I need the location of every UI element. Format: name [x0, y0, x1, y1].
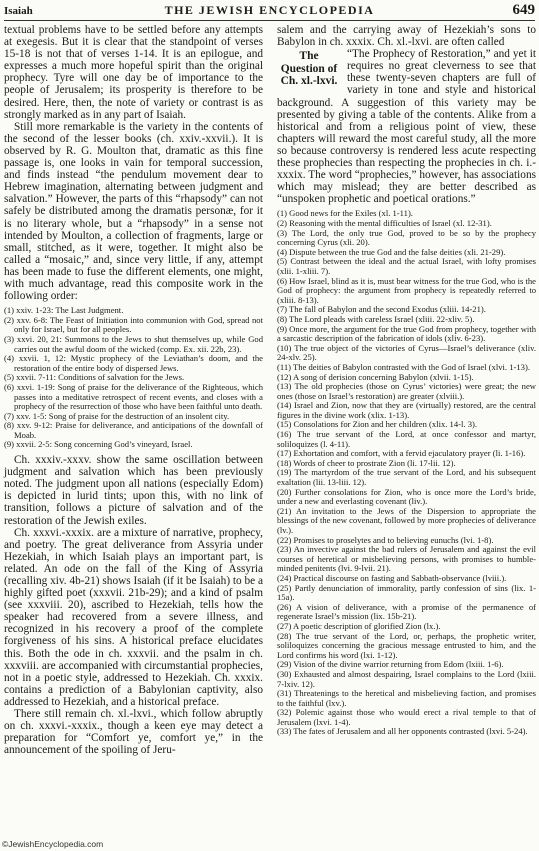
list-item: (4) Dispute between the true God and the false deities (xli. 21-29).: [277, 246, 506, 257]
chapter-order-list: [4, 306, 263, 450]
list-item: (2) xxv. 6-8: The Feast of Initiation into communion with God, spread not only for Israel, but for all peoples.: [4, 314, 263, 335]
list-item: (10) The true object of the victories of Cyrus—Israel’s deliverance (xliv. 24-xlv. 25).: [277, 342, 536, 363]
list-item: (16) The true servant of the Lord, at once confessor and martyr, soliloquizes (l. 4-11).: [277, 429, 536, 449]
list-item: (5) xxvii. 7-11: Conditions of salvation for the Jews.: [4, 372, 185, 383]
list-item: (4) xxvii. 1, 12: Mystic prophecy of the Leviathan’s doom, and the restoration of the entire body of dispersed Jews.: [4, 353, 263, 373]
list-item: (18) Words of cheer to prostrate Zion (li. 17-lii. 12).: [277, 457, 456, 468]
header-article-title: Isaiah: [4, 4, 33, 17]
list-item: (14) Israel and Zion, now that they are (virtually) restored, are the central figures in the divine work (xlix. 1-13).: [277, 400, 536, 420]
paragraph: “The Prophecy of Restoration,” and yet it requires no great cleverness to see that these twenty-seven chapters are full of variety in tone and style and historical background. A suggestion of this variety may be presented by giving a table of the contents. Alike from a historical and from a religious point of view, these chapters will reward the most careful study, all the more so because controversy is rendered less acute respecting these prophecies than respecting the prophecies in ch. i.-xxxix. The word “prophecies,” however, has associations which may mislead; they are better described as “unspoken prophetic and poetical orations.”: [277, 48, 536, 206]
list-item: (19) The martyrdom of the true servant of the Lord, and his subsequent exaltation (lii. 13-liii. 12).: [277, 467, 536, 488]
list-item: (25) Partly denunciation of immorality, partly confession of sins (lix. 1-15a).: [277, 582, 536, 603]
list-item: (32) Polemic against those who would erect a rival temple to that of Jerusalem (lxvi. 1-4).: [277, 707, 536, 727]
list-item: (8) xxv. 9-12: Praise for deliverance, and anticipations of the downfall of Moab.: [4, 420, 263, 440]
list-item: (9) xxvii. 2-5: Song concerning God’s vineyard, Israel.: [4, 439, 193, 450]
list-item: (2) Reasoning with the mental difficulties of Israel (xl. 12-31).: [277, 218, 492, 228]
paragraph: Ch. xxxvi.-xxxix. are a mixture of narrative, prophecy, and poetry. The great deliverance from Assyria under Hezekiah, in which Isaiah plays an important part, is related. An ode on the fall of the King of Assyria (recalling xiv. 4b-21) shows Isaiah (if it be Isaiah) to be a highly gifted poet (xxxvii. 21b-29); and a kind of psalm (see xxxviii. 20), ascribed to Hezekiah, tells how the speaker had recovered from a severe illness, and recognized in his recovery a proof of the complete forgiveness of his sins. A historical preface elucidates this. Both the ode in ch. xxxvii. and the psalm in ch. xxxviii. are accompanied with circumstantial prophecies, not in a poetic style, addressed to Hezekiah. Ch. xxxix. contains a prediction of a Babylonian captivity, also addressed to Hezekiah, and a historical preface.: [4, 526, 264, 708]
list-item: (1) Good news for the Exiles (xl. 1-11).: [277, 208, 413, 219]
list-item: (22) Promises to proselytes and to believing eunuchs (lvi. 1-8).: [277, 534, 494, 545]
list-item: (31) Threatenings to the heretical and misbelieving faction, and promises to the faithful (lxv.).: [277, 688, 536, 708]
left-column: [4, 24, 263, 756]
list-item: (26) A vision of deliverance, with a promise of the permanence of regenerate Israel’s mission (lix. 15b-21).: [277, 601, 536, 622]
list-item: (23) An invective against the bad rulers of Jerusalem and against the evil courses of heretical or misbelieving persons, with promises to humble-minded penitents (lvi. 9-lvii. 21).: [277, 544, 536, 574]
margin-heading: The Question of Ch. xl.-lxvi.: [280, 50, 338, 88]
list-item: (7) xxv. 1-5: Song of praise for the destruction of an insolent city.: [4, 410, 230, 421]
paragraph: textual problems have to be settled before any attempts at exegesis. But it is clear that the standpoint of verses 15-18 is not that of verses 1-14. It is an epilogue, and expresses a much more hopeful spirit than the original prophecy. Tyre will one day be of importance to the people of Jerusalem; its prosperity is therefore to be desired. Here, then, the note of variety or contrast is as strongly marked as in any part of Isaiah.: [4, 24, 263, 121]
header-publication-title: THE JEWISH ENCYCLOPEDIA: [164, 3, 375, 17]
list-item: (7) The fall of Babylon and the second Exodus (xliii. 14-21).: [277, 304, 486, 315]
list-item: (3) The Lord, the only true God, proved to be so by the prophecy concerning Cyrus (xli. 20).: [277, 227, 536, 248]
list-item: (6) xxvi. 1-19: Song of praise for the deliverance of the Righteous, which passes into a meditative retrospect of recent events, and closes with a prophecy of the resurrection of those who have been faithful unto death.: [4, 381, 263, 412]
list-item: (33) The fates of Jerusalem and all her opponents contrasted (lxvi. 5-24).: [277, 726, 528, 737]
list-item: (17) Exhortation and comfort, with a fervid ejaculatory prayer (li. 1-16).: [277, 448, 526, 459]
list-item: (9) Once more, the argument for the true God from prophecy, together with a sarcastic description of the fabrication of idols (xliv. 6-23).: [277, 323, 536, 344]
paragraph: salem and the carrying away of Hezekiah’s sons to Babylon in ch. xxxix. Ch. xl.-lxvi. are often called: [277, 24, 536, 49]
list-item: (30) Exhausted and almost despairing, Israel complains to the Lord (lxiii. 7-lxiv. 12).: [277, 668, 536, 689]
paragraph: Still more remarkable is the variety in the contents of the second of the lesser books (ch. xxiv.-xxvii.). It is observed by R. G. Moulton that, dramatic as this fine passage is, one looks in vain for temporal succession, and finds instead “the pendulum movement dear to Hebrew imagination, alternating between judgment and salvation.” However, the parts of this “rhapsody” can not safely be distributed among the dramatis personæ, for it is no literary whole, but a “rhapsody” in a sense not intended by Moulton, a collection of fragments, large or small, stitched, as it were, together. It might also be called a “mosaic,” and, since very little, if any, attempt has been made to fuse the different elements, one might, with much advantage, read this composite work in the following order:: [4, 120, 263, 303]
right-column: [277, 24, 536, 741]
list-item: (28) The true servant of the Lord, or, perhaps, the prophetic writer, soliloquizes concerning the gracious message entrusted to him, and the Lord confirms his word (lxi. 1-12).: [277, 630, 536, 660]
list-item: (11) The deities of Babylon contrasted with the God of Israel (xlvi. 1-13).: [277, 361, 530, 372]
list-item: (21) An invitation to the Jews of the Dispersion to appropriate the blessings of the new covenant, followed by more prophecies of deliverance (lv.).: [277, 505, 536, 535]
header-page-number: 649: [512, 2, 535, 18]
list-item: (5) Contrast between the ideal and the actual Israel, with lofty promises (xlii. 1-xliii. 7).: [277, 256, 536, 276]
list-item: (20) Further consolations for Zion, who is once more the Lord’s bride, under a new and everlasting covenant (liv.).: [277, 486, 536, 507]
paragraph: Ch. xxxiv.-xxxv. show the same oscillation between judgment and salvation which has been previously noted. The judgment upon all nations (especially Edom) is depicted in lurid tints; upon this, with no link of transition, follows a picture of salvation and of the restoration of the Jewish exiles.: [4, 454, 263, 527]
list-item: (27) A poetic description of glorified Zion (lx.).: [277, 620, 441, 631]
list-item: (15) Consolations for Zion and her children (xlix. 14-l. 3).: [277, 419, 478, 430]
list-item: (13) The old prophecies (those on Cyrus’ victories) were great; the new ones (those on Israel’s restoration) are greater (xlviii.).: [277, 381, 536, 401]
contents-table-list: [277, 209, 536, 737]
copyright-footer: ©JewishEncyclopedia.com: [2, 839, 104, 849]
list-item: (6) How Israel, blind as it is, must bear witness for the true God, who is the God of prophecy: the argument from prophecy is repeatedly referred to (xliii. 8-13).: [277, 275, 536, 305]
list-item: (12) A song of derision concerning Babylon (xlvii. 1-15).: [277, 371, 474, 382]
list-item: (3) xxvi. 20, 21: Summons to the Jews to shut themselves up, while God carries out the awful doom of the wicked (comp. Ex. xii. 22b, 23).: [4, 333, 263, 354]
list-item: (24) Practical discourse on fasting and Sabbath-observance (lviii.).: [277, 572, 507, 583]
paragraph: There still remain ch. xl.-lxvi., which follow abruptly on ch. xxxvi.-xxxix., though a keen eye may detect a preparation for “Comfort ye, comfort ye,” in the announcement of the spoiling of Jeru-: [4, 708, 263, 757]
list-item: (8) The Lord pleads with careless Israel (xliii. 22-xliv. 5).: [277, 313, 475, 324]
list-item: (1) xxiv. 1-23: The Last Judgment.: [4, 305, 124, 316]
page-header: [4, 1, 535, 21]
list-item: (29) Vision of the divine warrior returning from Edom (lxiii. 1-6).: [277, 659, 504, 670]
